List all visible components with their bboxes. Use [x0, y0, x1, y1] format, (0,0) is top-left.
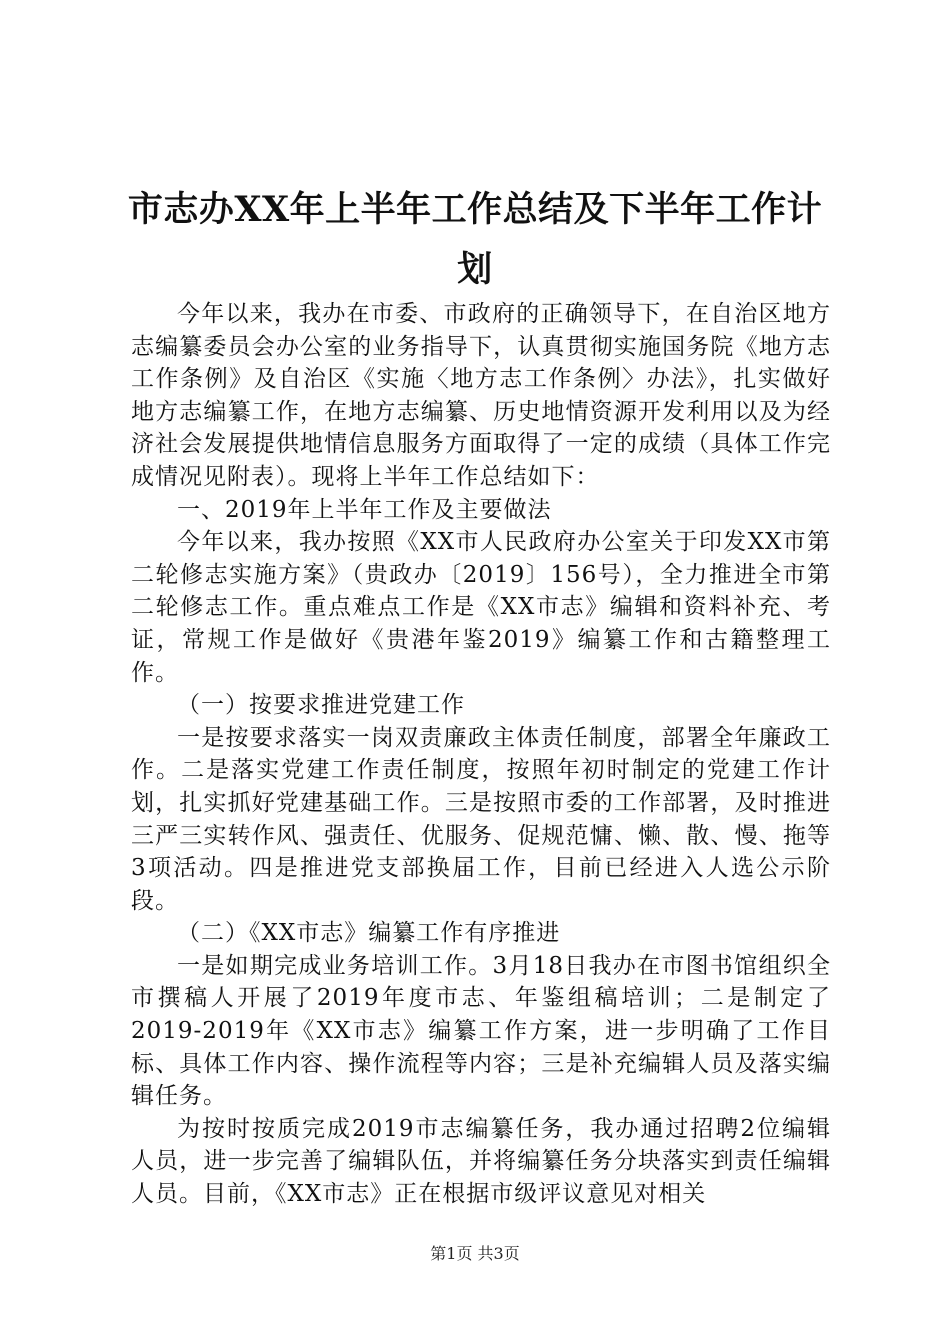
- page-footer: 第1页 共3页: [430, 1244, 520, 1263]
- section-heading-1: 一、2019年上半年工作及主要做法: [177, 496, 552, 523]
- paragraph-party-building: 一是按要求落实一岗双责廉政主体责任制度，部署全年廉政工作。二是落实党建工作责任制度，按照年初时制定的党建工作计划，扎实抓好党建基础工作。三是按照市委的工作部署，及时推进三严三实转作风、强责任、优服务、促规范慵、懒、散、慢、拖等3项活动。四是推进党支部换届工作，目前已经进入人选公示阶段。: [131, 724, 831, 914]
- document-title: 市志办XX年上半年工作总结及下半年工作计划: [127, 189, 823, 290]
- paragraph-intro: 今年以来，我办在市委、市政府的正确领导下，在自治区地方志编纂委员会办公室的业务指导下，认真贯彻实施国务院《地方志工作条例》及自治区《实施〈地方志工作条例〉办法》，扎实做好地方志编纂工作，在地方志编纂、历史地情资源开发利用以及为经济社会发展提供地情信息服务方面取得了一定的成绩（具体工作完成情况见附表）。现将上半年工作总结如下：: [131, 301, 831, 490]
- paragraph-compilation: 一是如期完成业务培训工作。3月18日我办在市图书馆组织全市撰稿人开展了2019年度市志、年鉴组稿培训；二是制定了2019-2019年《XX市志》编纂工作方案，进一步明确了工作目标、具体工作内容、操作流程等内容；三是补充编辑人员及落实编辑任务。: [131, 952, 831, 1110]
- subsection-heading-1: （一）按要求推进党建工作: [177, 692, 465, 719]
- paragraph-editing-staff: 为按时按质完成2019市志编纂任务，我办通过招聘2位编辑人员，进一步完善了编辑队伍，并将编纂任务分块落实到责任编辑人员。目前，《XX市志》正在根据市级评议意见对相关: [131, 1115, 831, 1208]
- subsection-heading-2: （二）《XX市志》编纂工作有序推进: [177, 920, 561, 947]
- paragraph-section-1: 今年以来，我办按照《XX市人民政府办公室关于印发XX市第二轮修志实施方案》（贵政办〔2019〕156号），全力推进全市第二轮修志工作。重点难点工作是《XX市志》编辑和资料补充、考证，常规工作是做好《贵港年鉴2019》编纂工作和古籍整理工作。: [131, 529, 831, 686]
- document-body: [131, 298, 831, 1211]
